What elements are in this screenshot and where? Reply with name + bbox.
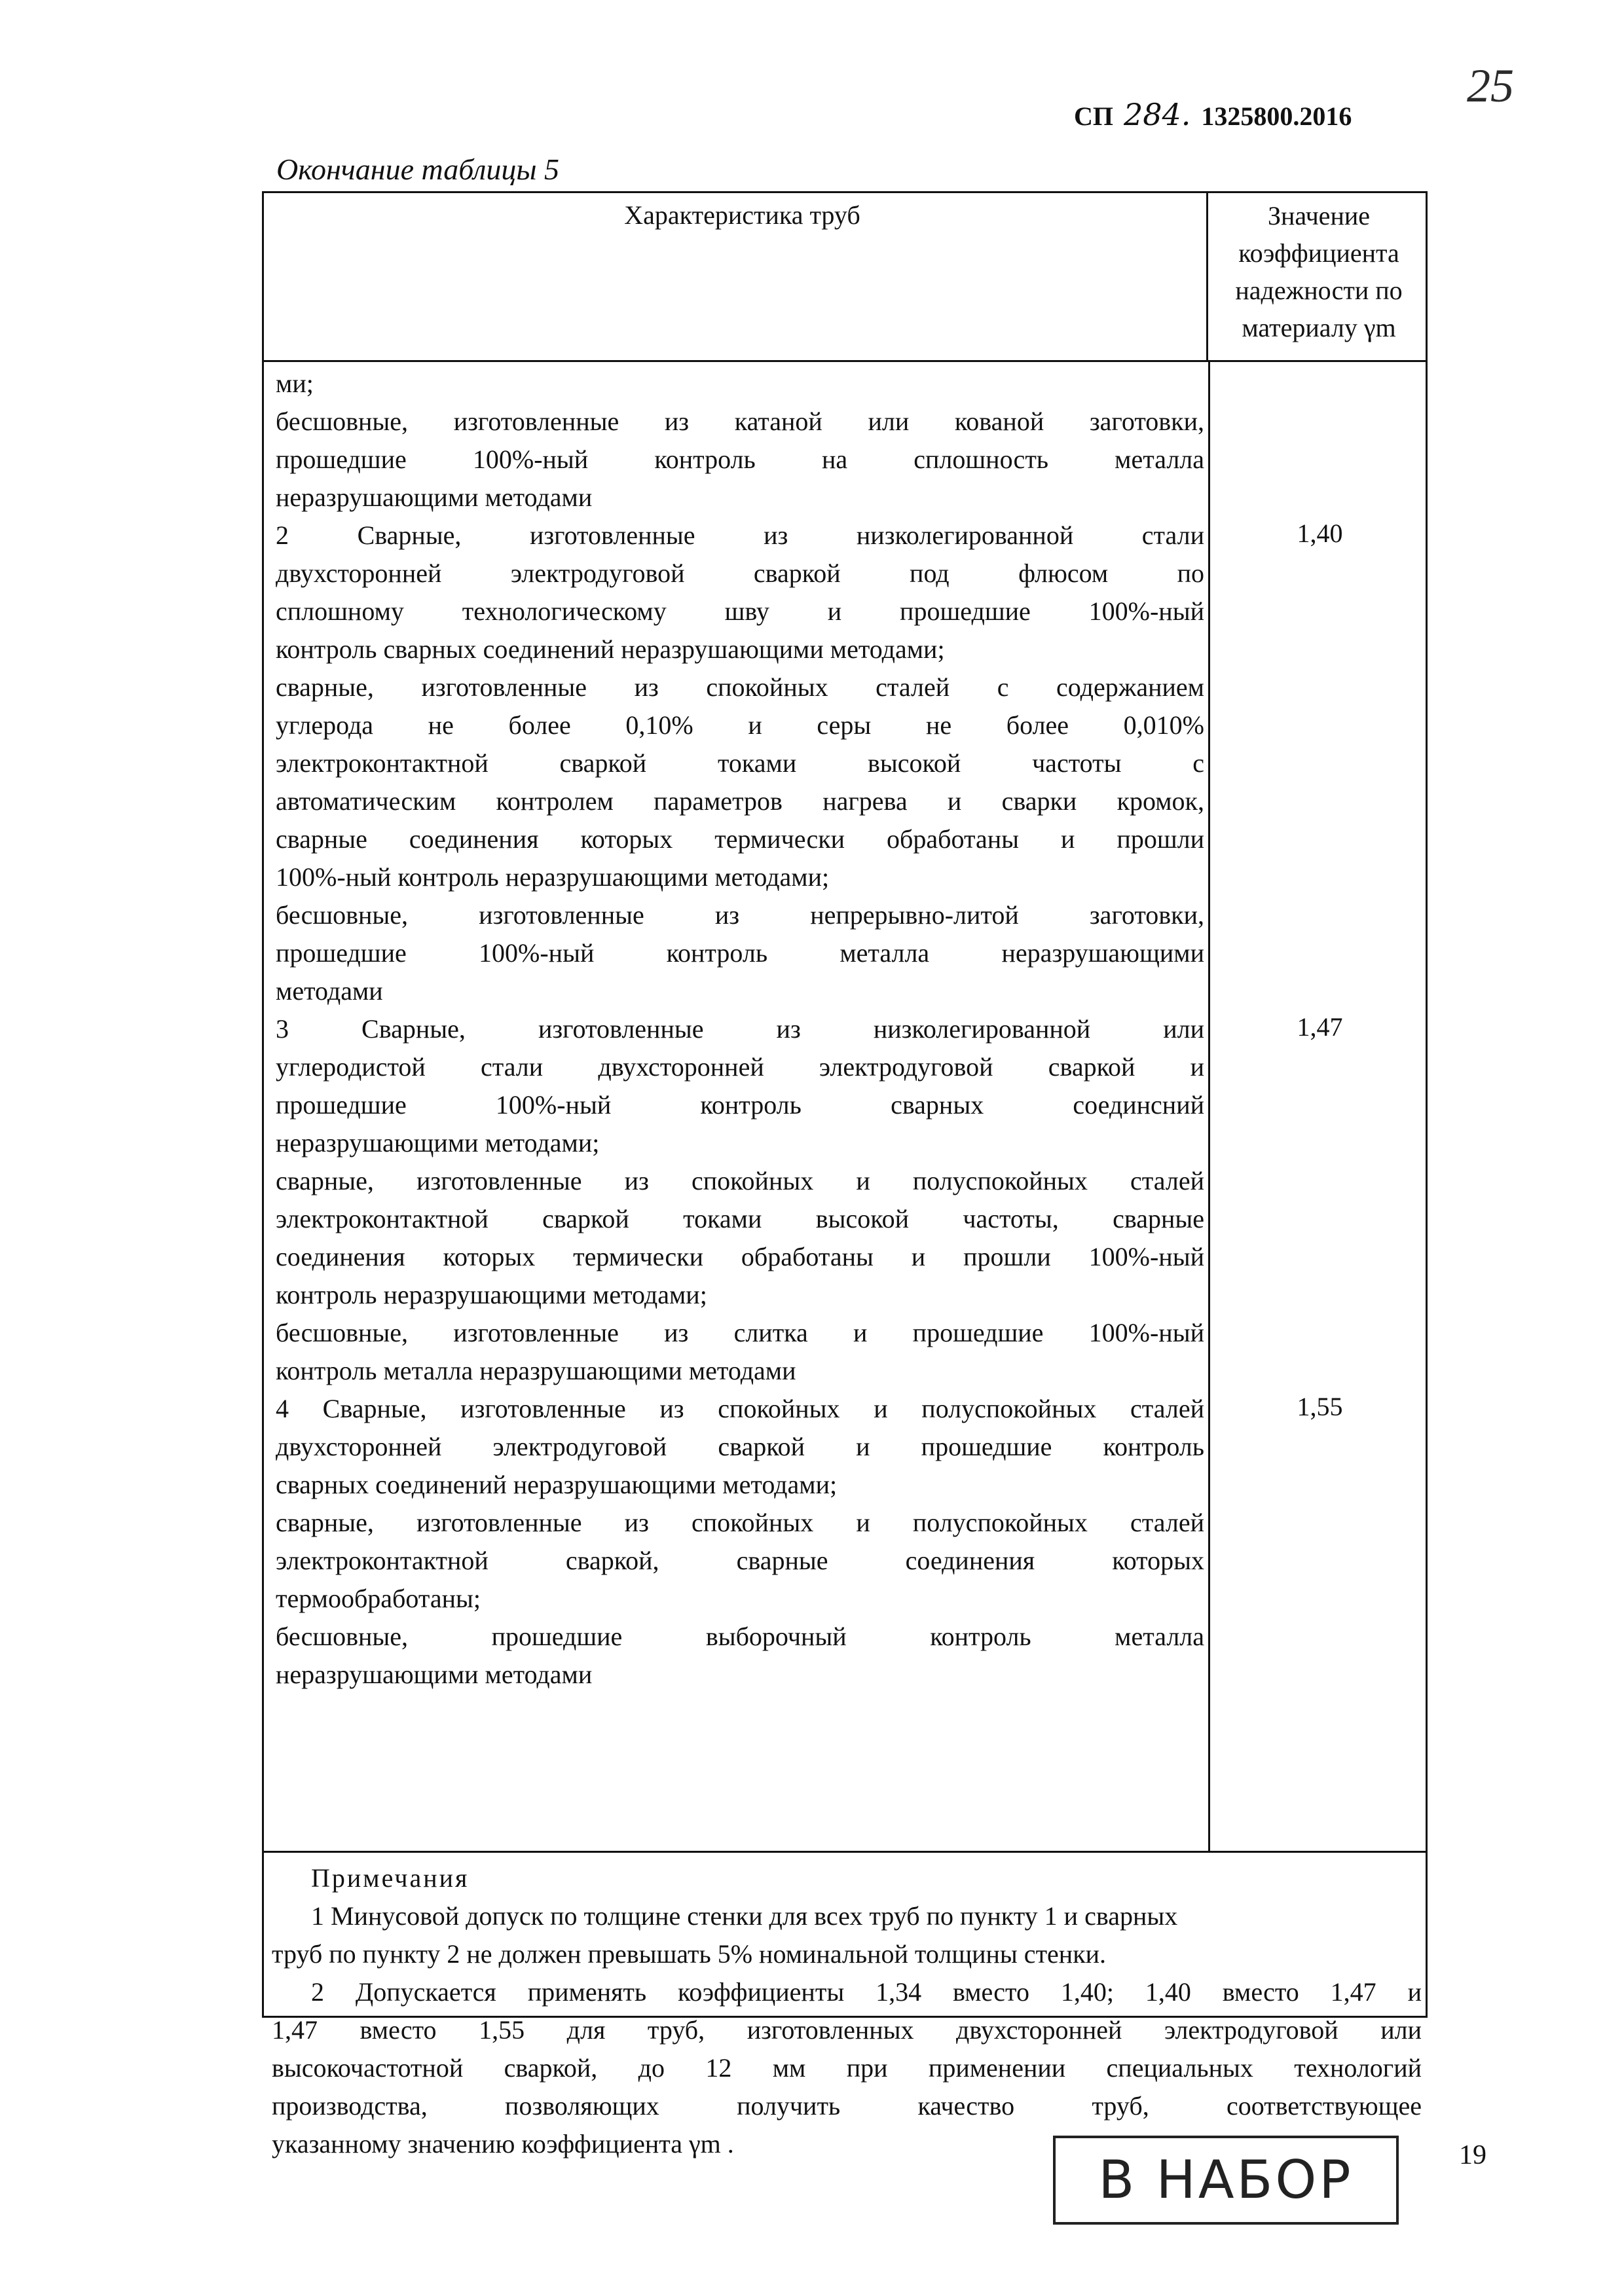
handwritten-number: 284. [1124,97,1191,132]
text-line: контроль сварных соединений неразрушающими методами; [276,634,945,664]
column-header-value-line: надежности по [1235,276,1403,305]
text-line: сварные, изготовленные из спокойных сталей с содержанием [276,672,1204,702]
text-line: бесшовные, изготовленные из непрерывно-литой заготовки, [276,900,1204,930]
note-line: труб по пункту 2 не должен превышать 5% номинальной толщины стенки. [272,1939,1107,1969]
text-line: прошедшие 100%-ный контроль сварных соединсний [276,1090,1204,1120]
text-line: автоматическим контролем параметров нагрева и сварки кромок, [276,786,1204,816]
text-line: сварные соединения которых термически обработаны и прошли [276,824,1204,854]
notes-divider [264,1851,1426,1853]
text-line: сплошному технологическому шву и прошедшие 100%-ный [276,596,1204,626]
document-code [1074,97,1352,132]
column-header-characteristic: Характеристика труб [278,193,1208,360]
note-line: 1,47 вместо 1,55 для труб, изготовленных двухсторонней электродуговой или [272,2015,1422,2045]
code-prefix: СП [1074,101,1113,131]
text-line: электроконтактной сваркой токами высокой частоты, сварные [276,1204,1204,1233]
handwritten-page-mark: 25 [1467,60,1514,112]
code-number: 1325800.2016 [1201,101,1352,131]
table-notes [272,1859,1422,2163]
text-line: бесшовные, прошедшие выборочный контроль металла [276,1622,1204,1651]
notes-heading: Примечания [311,1863,470,1893]
note-line: 2 Допускается применять коэффициенты 1,34 вместо 1,40; 1,40 вместо 1,47 и [311,1977,1422,2007]
value-row-4: 1,55 [1297,1392,1343,1421]
text-line: электроконтактной сваркой токами высокой частоты с [276,748,1204,778]
column-divider [1208,360,1210,1851]
text-line: неразрушающими методами; [276,1128,600,1157]
text-line: контроль металла неразрушающими методами [276,1356,796,1385]
text-line: сварных соединений неразрушающими методами; [276,1470,838,1499]
text-line: сварные, изготовленные из спокойных и полуспокойных сталей [276,1508,1204,1537]
text-line: электроконтактной сваркой, сварные соединения которых [276,1546,1204,1575]
column-header-value-line: материалу γm [1242,313,1396,342]
text-line: методами [276,976,383,1006]
text-line: двухсторонней электродуговой сваркой и прошедшие контроль [276,1432,1204,1461]
text-line: бесшовные, изготовленные из катаной или кованой заготовки, [276,407,1204,436]
note-line: указанному значению коэффициента γm . [272,2129,734,2159]
note-line: 1 Минусовой допуск по толщине стенки для всех труб по пункту 1 и сварных [311,1901,1178,1931]
table-5 [262,191,1428,2159]
note-line: производства, позволяющих получить качество труб, соответствующее [272,2091,1422,2121]
table-caption: Окончание таблицы 5 [276,153,559,186]
text-line: бесшовные, изготовленные из слитка и прошедшие 100%-ный [276,1318,1204,1347]
text-line: прошедшие 100%-ный контроль металла неразрушающими [276,938,1204,968]
column-header-value [1208,193,1430,360]
text-line: 4 Сварные, изготовленные из спокойных и полуспокойных сталей [276,1394,1204,1423]
text-line: 100%-ный контроль неразрушающими методами; [276,862,830,892]
text-line: неразрушающими методами [276,483,593,512]
text-line: ми; [276,369,314,398]
text-line: 3 Сварные, изготовленные из низколегированной или [276,1014,1204,1044]
characteristics-text [276,365,1204,1694]
text-line: неразрушающими методами [276,1660,593,1689]
text-line: соединения которых термически обработаны и прошли 100%-ный [276,1242,1204,1271]
text-line: контроль неразрушающими методами; [276,1280,707,1309]
text-line: сварные, изготовленные из спокойных и полуспокойных сталей [276,1166,1204,1195]
text-line: термообработаны; [276,1584,481,1613]
stamp-v-nabor: В НАБОР [1053,2136,1399,2225]
header-divider [264,360,1426,362]
page-number: 19 [1459,2140,1486,2170]
text-line: углеродистой стали двухсторонней электродуговой сваркой и [276,1052,1204,1082]
column-header-value-line: Значение [1267,201,1371,230]
value-row-2: 1,40 [1297,519,1343,548]
value-row-3: 1,47 [1297,1012,1343,1042]
note-line: высокочастотной сваркой, до 12 мм при применении специальных технологий [272,2053,1422,2083]
text-line: углерода не более 0,10% и серы не более 0,010% [276,710,1204,740]
text-line: двухсторонней электродуговой сваркой под флюсом по [276,558,1204,588]
column-header-value-line: коэффициента [1238,238,1399,268]
text-line: 2 Сварные, изготовленные из низколегированной стали [276,520,1204,550]
text-line: прошедшие 100%-ный контроль на сплошность металла [276,445,1204,474]
